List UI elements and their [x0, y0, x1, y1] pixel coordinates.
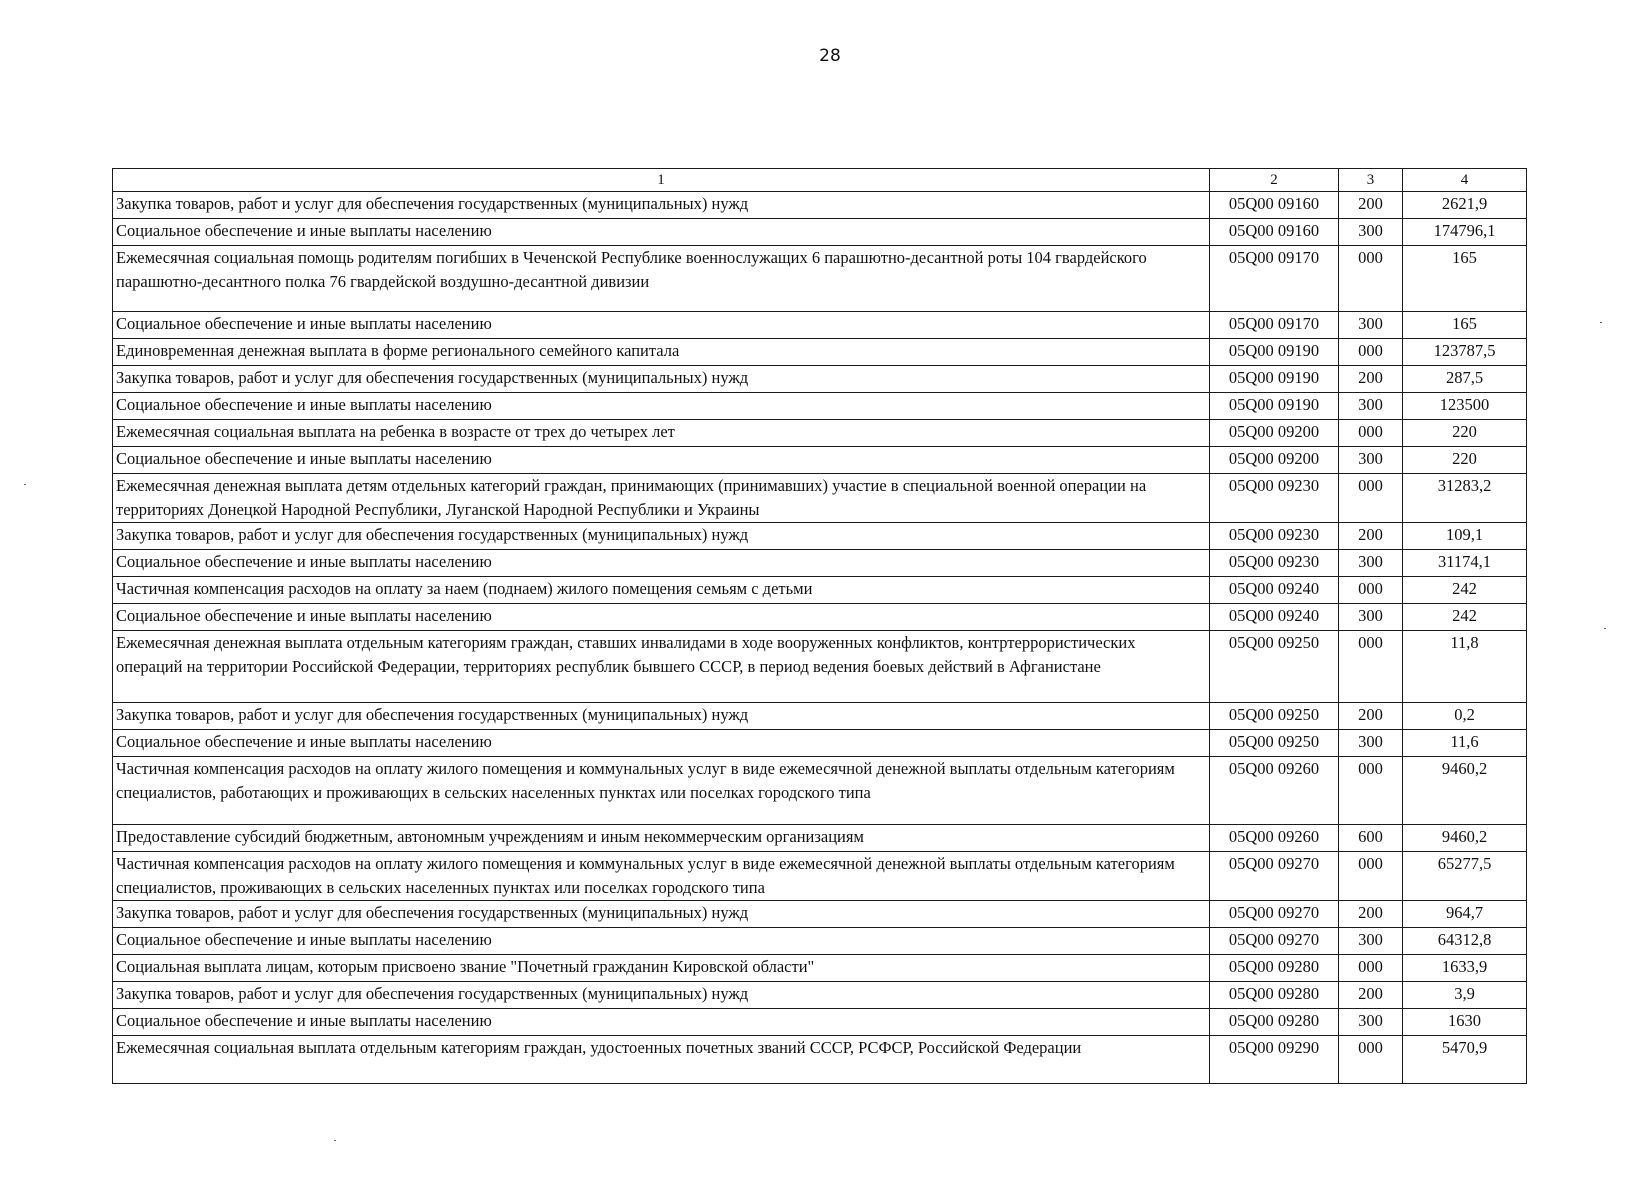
- row-name-cell: Социальное обеспечение и иные выплаты населению: [113, 550, 1210, 577]
- row-name-cell: Предоставление субсидий бюджетным, автономным учреждениям и иным некоммерческим организациям: [113, 825, 1210, 852]
- scan-speck: [334, 1140, 336, 1141]
- row-name-cell: Социальное обеспечение и иные выплаты населению: [113, 312, 1210, 339]
- row-name-cell: Ежемесячная социальная выплата отдельным категориям граждан, удостоенных почетных званий СССР, РСФСР, Российской Федерации: [113, 1036, 1210, 1084]
- row-name-cell: Социальная выплата лицам, которым присвоено звание "Почетный гражданин Кировской области": [113, 955, 1210, 982]
- table-row: [113, 852, 1527, 901]
- row-type-cell: 300: [1339, 219, 1403, 246]
- row-code-cell: 05Q00 09250: [1210, 631, 1339, 703]
- row-code-cell: 05Q00 09280: [1210, 1009, 1339, 1036]
- row-type-cell: 000: [1339, 474, 1403, 523]
- row-code-cell: 05Q00 09240: [1210, 577, 1339, 604]
- row-amount-cell: 287,5: [1403, 366, 1527, 393]
- table-row: [113, 393, 1527, 420]
- table-row: [113, 1036, 1527, 1084]
- row-amount-cell: 220: [1403, 447, 1527, 474]
- table-row: [113, 420, 1527, 447]
- row-amount-cell: 3,9: [1403, 982, 1527, 1009]
- row-type-cell: 200: [1339, 901, 1403, 928]
- row-type-cell: 000: [1339, 631, 1403, 703]
- row-code-cell: 05Q00 09280: [1210, 955, 1339, 982]
- row-amount-cell: 2621,9: [1403, 192, 1527, 219]
- row-type-cell: 200: [1339, 366, 1403, 393]
- scan-speck: [1604, 628, 1606, 629]
- row-code-cell: 05Q00 09170: [1210, 312, 1339, 339]
- row-amount-cell: 1633,9: [1403, 955, 1527, 982]
- table-header-row: [113, 169, 1527, 192]
- row-type-cell: 000: [1339, 757, 1403, 825]
- scan-speck: [24, 484, 26, 485]
- row-name-cell: Частичная компенсация расходов на оплату за наем (поднаем) жилого помещения семьям с детьми: [113, 577, 1210, 604]
- table-row: [113, 577, 1527, 604]
- row-amount-cell: 65277,5: [1403, 852, 1527, 901]
- row-amount-cell: 11,6: [1403, 730, 1527, 757]
- row-type-cell: 000: [1339, 852, 1403, 901]
- row-name-cell: Ежемесячная социальная помощь родителям погибших в Чеченской Республике военнослужащих 6 парашютно-десантной роты 104 гвардейского парашютно-десантного полка 76 гвардейской воздушно-десантной дивизии: [113, 246, 1210, 312]
- row-amount-cell: 165: [1403, 246, 1527, 312]
- row-code-cell: 05Q00 09190: [1210, 339, 1339, 366]
- row-code-cell: 05Q00 09190: [1210, 366, 1339, 393]
- row-code-cell: 05Q00 09270: [1210, 901, 1339, 928]
- row-type-cell: 300: [1339, 393, 1403, 420]
- header-col-1: 1: [113, 169, 1210, 192]
- row-amount-cell: 242: [1403, 577, 1527, 604]
- row-name-cell: Социальное обеспечение и иные выплаты населению: [113, 447, 1210, 474]
- row-name-cell: Социальное обеспечение и иные выплаты населению: [113, 730, 1210, 757]
- table-row: [113, 523, 1527, 550]
- row-name-cell: Социальное обеспечение и иные выплаты населению: [113, 1009, 1210, 1036]
- table-row: [113, 604, 1527, 631]
- row-code-cell: 05Q00 09200: [1210, 420, 1339, 447]
- row-amount-cell: 31174,1: [1403, 550, 1527, 577]
- row-code-cell: 05Q00 09200: [1210, 447, 1339, 474]
- row-amount-cell: 174796,1: [1403, 219, 1527, 246]
- row-type-cell: 300: [1339, 312, 1403, 339]
- row-name-cell: Ежемесячная денежная выплата детям отдельных категорий граждан, принимающих (принимавших) участие в специальной военной операции на территориях Донецкой Народной Республики, Луганской Народной Республики и Украины: [113, 474, 1210, 523]
- scan-speck: [1600, 322, 1602, 323]
- table-row: [113, 825, 1527, 852]
- row-name-cell: Закупка товаров, работ и услуг для обеспечения государственных (муниципальных) нужд: [113, 703, 1210, 730]
- table-row: [113, 192, 1527, 219]
- row-type-cell: 200: [1339, 982, 1403, 1009]
- row-amount-cell: 64312,8: [1403, 928, 1527, 955]
- row-amount-cell: 31283,2: [1403, 474, 1527, 523]
- row-name-cell: Социальное обеспечение и иные выплаты населению: [113, 604, 1210, 631]
- row-name-cell: Частичная компенсация расходов на оплату жилого помещения и коммунальных услуг в виде ежемесячной денежной выплаты отдельным категориям специалистов, работающих и проживающих в сельских населенных пунктах или поселках городского типа: [113, 757, 1210, 825]
- row-name-cell: Социальное обеспечение и иные выплаты населению: [113, 393, 1210, 420]
- table-row: [113, 339, 1527, 366]
- row-type-cell: 300: [1339, 928, 1403, 955]
- row-code-cell: 05Q00 09160: [1210, 192, 1339, 219]
- row-code-cell: 05Q00 09230: [1210, 474, 1339, 523]
- row-amount-cell: 242: [1403, 604, 1527, 631]
- row-code-cell: 05Q00 09170: [1210, 246, 1339, 312]
- table-row: [113, 447, 1527, 474]
- row-code-cell: 05Q00 09160: [1210, 219, 1339, 246]
- row-amount-cell: 5470,9: [1403, 1036, 1527, 1084]
- row-amount-cell: 9460,2: [1403, 825, 1527, 852]
- row-code-cell: 05Q00 09290: [1210, 1036, 1339, 1084]
- row-name-cell: Ежемесячная социальная выплата на ребенка в возрасте от трех до четырех лет: [113, 420, 1210, 447]
- row-code-cell: 05Q00 09240: [1210, 604, 1339, 631]
- row-amount-cell: 220: [1403, 420, 1527, 447]
- table-row: [113, 1009, 1527, 1036]
- row-amount-cell: 11,8: [1403, 631, 1527, 703]
- page-number: 28: [819, 46, 841, 66]
- row-code-cell: 05Q00 09190: [1210, 393, 1339, 420]
- table-row: [113, 246, 1527, 312]
- row-amount-cell: 9460,2: [1403, 757, 1527, 825]
- table-row: [113, 366, 1527, 393]
- row-name-cell: Социальное обеспечение и иные выплаты населению: [113, 219, 1210, 246]
- row-name-cell: Частичная компенсация расходов на оплату жилого помещения и коммунальных услуг в виде ежемесячной денежной выплаты отдельным категориям специалистов, проживающих в сельских населенных пунктах или поселках городского типа: [113, 852, 1210, 901]
- table-row: [113, 982, 1527, 1009]
- row-code-cell: 05Q00 09250: [1210, 730, 1339, 757]
- row-name-cell: Ежемесячная денежная выплата отдельным категориям граждан, ставших инвалидами в ходе вооруженных конфликтов, контртеррористических операций на территории Российской Федерации, территориях республик бывшего СССР, в период ведения боевых действий в Афганистане: [113, 631, 1210, 703]
- header-col-3: 3: [1339, 169, 1403, 192]
- table-row: [113, 955, 1527, 982]
- row-name-cell: Закупка товаров, работ и услуг для обеспечения государственных (муниципальных) нужд: [113, 982, 1210, 1009]
- header-col-2: 2: [1210, 169, 1339, 192]
- row-code-cell: 05Q00 09230: [1210, 550, 1339, 577]
- row-name-cell: Единовременная денежная выплата в форме регионального семейного капитала: [113, 339, 1210, 366]
- row-amount-cell: 123787,5: [1403, 339, 1527, 366]
- table-row: [113, 928, 1527, 955]
- table-row: [113, 474, 1527, 523]
- row-code-cell: 05Q00 09230: [1210, 523, 1339, 550]
- table-row: [113, 730, 1527, 757]
- row-type-cell: 000: [1339, 246, 1403, 312]
- row-type-cell: 200: [1339, 703, 1403, 730]
- row-type-cell: 000: [1339, 577, 1403, 604]
- row-code-cell: 05Q00 09280: [1210, 982, 1339, 1009]
- table-row: [113, 631, 1527, 703]
- row-name-cell: Закупка товаров, работ и услуг для обеспечения государственных (муниципальных) нужд: [113, 192, 1210, 219]
- table-row: [113, 757, 1527, 825]
- row-amount-cell: 165: [1403, 312, 1527, 339]
- row-name-cell: Закупка товаров, работ и услуг для обеспечения государственных (муниципальных) нужд: [113, 523, 1210, 550]
- row-amount-cell: 123500: [1403, 393, 1527, 420]
- row-type-cell: 300: [1339, 604, 1403, 631]
- row-type-cell: 000: [1339, 955, 1403, 982]
- row-code-cell: 05Q00 09260: [1210, 825, 1339, 852]
- row-type-cell: 000: [1339, 1036, 1403, 1084]
- row-name-cell: Закупка товаров, работ и услуг для обеспечения государственных (муниципальных) нужд: [113, 901, 1210, 928]
- row-type-cell: 300: [1339, 550, 1403, 577]
- row-amount-cell: 109,1: [1403, 523, 1527, 550]
- row-amount-cell: 1630: [1403, 1009, 1527, 1036]
- row-type-cell: 600: [1339, 825, 1403, 852]
- table-row: [113, 550, 1527, 577]
- row-name-cell: Социальное обеспечение и иные выплаты населению: [113, 928, 1210, 955]
- row-code-cell: 05Q00 09270: [1210, 928, 1339, 955]
- row-code-cell: 05Q00 09260: [1210, 757, 1339, 825]
- row-type-cell: 200: [1339, 523, 1403, 550]
- row-amount-cell: 0,2: [1403, 703, 1527, 730]
- row-type-cell: 000: [1339, 339, 1403, 366]
- row-code-cell: 05Q00 09270: [1210, 852, 1339, 901]
- table-row: [113, 901, 1527, 928]
- row-type-cell: 300: [1339, 730, 1403, 757]
- row-name-cell: Закупка товаров, работ и услуг для обеспечения государственных (муниципальных) нужд: [113, 366, 1210, 393]
- row-code-cell: 05Q00 09250: [1210, 703, 1339, 730]
- header-col-4: 4: [1403, 169, 1527, 192]
- row-type-cell: 300: [1339, 1009, 1403, 1036]
- budget-table: [112, 168, 1527, 1084]
- table-row: [113, 219, 1527, 246]
- table-row: [113, 312, 1527, 339]
- row-type-cell: 000: [1339, 420, 1403, 447]
- row-type-cell: 200: [1339, 192, 1403, 219]
- row-type-cell: 300: [1339, 447, 1403, 474]
- row-amount-cell: 964,7: [1403, 901, 1527, 928]
- table-row: [113, 703, 1527, 730]
